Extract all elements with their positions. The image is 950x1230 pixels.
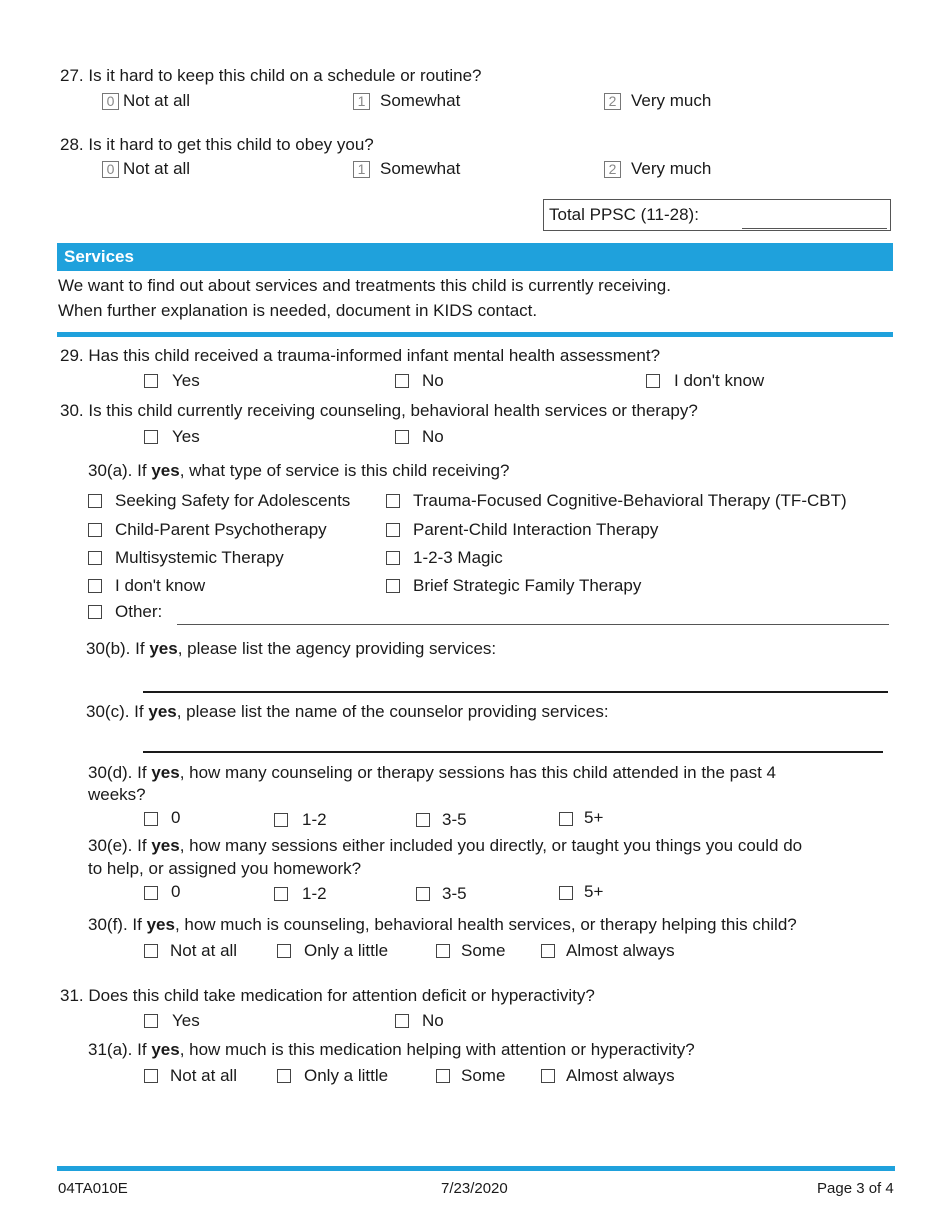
checkbox-dont-know[interactable] xyxy=(88,579,102,593)
checkbox-dont-know[interactable] xyxy=(646,374,660,388)
question-30d-text: 30(d). If yes, how many counseling or therapy sessions has this child attended in the past 4 xyxy=(88,763,776,782)
option-label: Parent-Child Interaction Therapy xyxy=(413,520,659,539)
option-label: 1-2 xyxy=(302,884,327,903)
checkbox-not-at-all[interactable] xyxy=(144,944,158,958)
option-label: Child-Parent Psychotherapy xyxy=(115,520,327,539)
question-30e-text-line2: to help, or assigned you homework? xyxy=(88,859,362,878)
question-30a-text: 30(a). If yes, what type of service is this child receiving? xyxy=(88,461,510,480)
option-label: Not at all xyxy=(123,91,191,110)
checkbox-1-2[interactable] xyxy=(274,887,288,901)
total-ppsc-label: Total PPSC (11-28): xyxy=(549,205,699,224)
question-29-text: 29. Has this child received a trauma-informed infant mental health assessment? xyxy=(60,346,661,365)
checkbox-some[interactable] xyxy=(436,1069,450,1083)
checkbox-1-2-3-magic[interactable] xyxy=(386,551,400,565)
option-label: Somewhat xyxy=(380,91,461,110)
question-31a-text: 31(a). If yes, how much is this medication helping with attention or hyperactivity? xyxy=(88,1040,695,1059)
score-box-0[interactable]: 0 xyxy=(102,161,119,178)
footer-divider xyxy=(57,1166,895,1171)
question-30f-text: 30(f). If yes, how much is counseling, behavioral health services, or therapy helping this child? xyxy=(88,915,797,934)
option-label: Some xyxy=(461,941,506,960)
footer-date: 7/23/2020 xyxy=(441,1180,508,1197)
footer-form-code: 04TA010E xyxy=(58,1180,128,1197)
checkbox-yes[interactable] xyxy=(144,430,158,444)
total-ppsc-box xyxy=(543,199,891,231)
option-label: Not at all xyxy=(170,941,238,960)
option-label: 5+ xyxy=(584,808,604,827)
score-box-0[interactable]: 0 xyxy=(102,93,119,110)
checkbox-3-5[interactable] xyxy=(416,887,430,901)
question-30b-text: 30(b). If yes, please list the agency providing services: xyxy=(86,639,497,658)
option-label: Yes xyxy=(172,371,200,390)
total-ppsc-field[interactable] xyxy=(742,200,887,229)
checkbox-0[interactable] xyxy=(144,886,158,900)
checkbox-pcit[interactable] xyxy=(386,523,400,537)
question-31-text: 31. Does this child take medication for attention deficit or hyperactivity? xyxy=(60,986,595,1005)
checkbox-brief-strategic[interactable] xyxy=(386,579,400,593)
question-30-text: 30. Is this child currently receiving counseling, behavioral health services or therapy? xyxy=(60,401,698,420)
option-label: 3-5 xyxy=(442,884,467,903)
checkbox-no[interactable] xyxy=(395,430,409,444)
checkbox-tf-cbt[interactable] xyxy=(386,494,400,508)
question-30c-text: 30(c). If yes, please list the name of the counselor providing services: xyxy=(86,702,609,721)
option-label: Some xyxy=(461,1066,506,1085)
checkbox-yes[interactable] xyxy=(144,1014,158,1028)
option-label: 1-2-3 Magic xyxy=(413,548,503,567)
option-label: I don't know xyxy=(674,371,765,390)
checkbox-almost-always[interactable] xyxy=(541,944,555,958)
checkbox-multisystemic-therapy[interactable] xyxy=(88,551,102,565)
option-label: Only a little xyxy=(304,1066,389,1085)
option-label: No xyxy=(422,427,444,446)
option-label: 3-5 xyxy=(442,810,467,829)
option-label: Very much xyxy=(631,159,712,178)
option-label: Not at all xyxy=(123,159,191,178)
checkbox-child-parent-psychotherapy[interactable] xyxy=(88,523,102,537)
question-28-text: 28. Is it hard to get this child to obey you? xyxy=(60,135,374,154)
checkbox-5-plus[interactable] xyxy=(559,812,573,826)
option-label: No xyxy=(422,371,444,390)
checkbox-only-a-little[interactable] xyxy=(277,1069,291,1083)
option-label: Other: xyxy=(115,602,163,621)
option-label: Almost always xyxy=(566,941,675,960)
question-30d-text-line2: weeks? xyxy=(88,785,146,804)
score-box-1[interactable]: 1 xyxy=(353,93,370,110)
option-label: Almost always xyxy=(566,1066,675,1085)
score-box-2[interactable]: 2 xyxy=(604,93,621,110)
footer-page-number: Page 3 of 4 xyxy=(817,1180,894,1197)
question-30e-text: 30(e). If yes, how many sessions either included you directly, or taught you things you could do xyxy=(88,836,803,855)
option-label: 1-2 xyxy=(302,810,327,829)
checkbox-only-a-little[interactable] xyxy=(277,944,291,958)
checkbox-yes[interactable] xyxy=(144,374,158,388)
option-label: 0 xyxy=(171,882,181,901)
services-divider xyxy=(57,332,893,337)
checkbox-not-at-all[interactable] xyxy=(144,1069,158,1083)
option-label: Yes xyxy=(172,1011,200,1030)
option-label: I don't know xyxy=(115,576,206,595)
other-input[interactable] xyxy=(177,602,889,625)
option-label: Very much xyxy=(631,91,712,110)
checkbox-seeking-safety[interactable] xyxy=(88,494,102,508)
counselor-input[interactable] xyxy=(143,729,883,753)
checkbox-3-5[interactable] xyxy=(416,813,430,827)
option-label: Somewhat xyxy=(380,159,461,178)
checkbox-1-2[interactable] xyxy=(274,813,288,827)
option-label: 0 xyxy=(171,808,181,827)
services-intro-line2: When further explanation is needed, document in KIDS contact. xyxy=(58,301,538,320)
services-header-band xyxy=(57,243,893,271)
checkbox-no[interactable] xyxy=(395,1014,409,1028)
option-label: Brief Strategic Family Therapy xyxy=(413,576,642,595)
checkbox-other[interactable] xyxy=(88,605,102,619)
checkbox-5-plus[interactable] xyxy=(559,886,573,900)
score-box-1[interactable]: 1 xyxy=(353,161,370,178)
question-27-text: 27. Is it hard to keep this child on a schedule or routine? xyxy=(60,66,482,85)
option-label: Only a little xyxy=(304,941,389,960)
option-label: Yes xyxy=(172,427,200,446)
option-label: Trauma-Focused Cognitive-Behavioral Therapy (TF-CBT) xyxy=(413,491,847,510)
services-intro-line1: We want to find out about services and treatments this child is currently receiving. xyxy=(58,276,671,295)
option-label: Not at all xyxy=(170,1066,238,1085)
option-label: 5+ xyxy=(584,882,604,901)
checkbox-0[interactable] xyxy=(144,812,158,826)
score-box-2[interactable]: 2 xyxy=(604,161,621,178)
option-label: No xyxy=(422,1011,444,1030)
checkbox-almost-always[interactable] xyxy=(541,1069,555,1083)
checkbox-some[interactable] xyxy=(436,944,450,958)
services-heading: Services xyxy=(64,247,134,266)
option-label: Multisystemic Therapy xyxy=(115,548,284,567)
option-label: Seeking Safety for Adolescents xyxy=(115,491,351,510)
agency-input[interactable] xyxy=(143,668,888,693)
checkbox-no[interactable] xyxy=(395,374,409,388)
